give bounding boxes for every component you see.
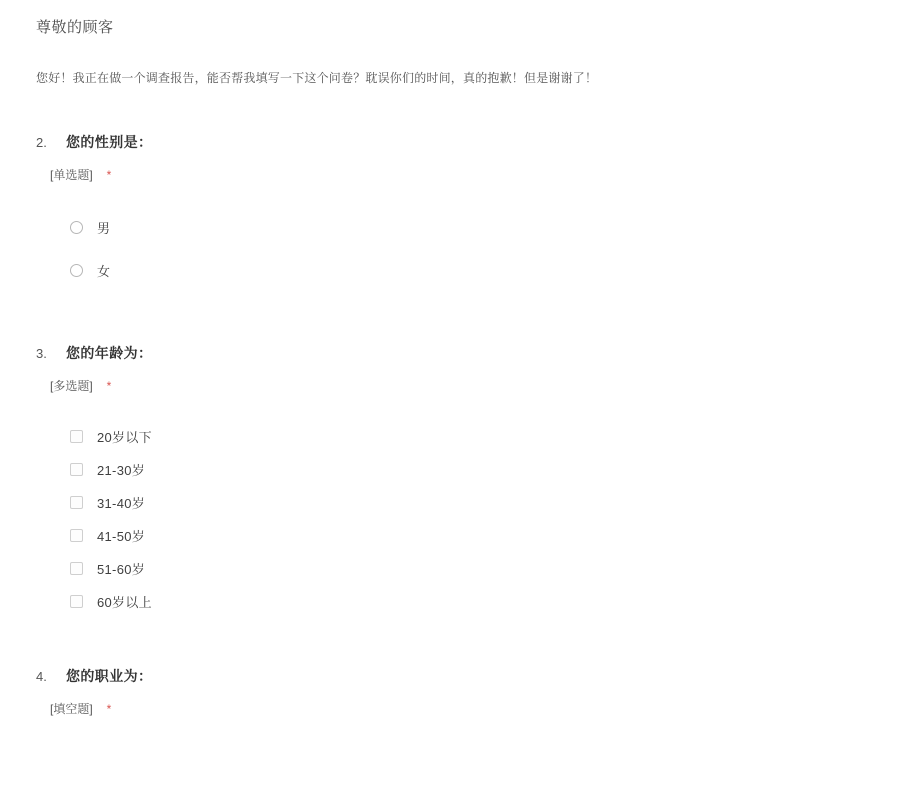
option-list-age <box>36 394 864 613</box>
option-label: 51-60岁 <box>97 561 146 577</box>
option-label: 31-40岁 <box>97 495 146 511</box>
radio-button-icon[interactable] <box>70 264 83 277</box>
required-asterisk: * <box>106 701 112 716</box>
option-item[interactable] <box>70 213 864 241</box>
question-title: 您的职业为： <box>66 668 153 685</box>
checkbox-icon[interactable] <box>70 562 83 575</box>
checkbox-icon[interactable] <box>70 595 83 608</box>
checkbox-icon[interactable] <box>70 430 83 443</box>
option-label: 女 <box>97 263 111 279</box>
option-item[interactable] <box>70 256 864 284</box>
question-header <box>36 666 864 686</box>
option-label: 41-50岁 <box>97 528 146 544</box>
option-item[interactable] <box>70 424 864 448</box>
question-meta <box>36 152 864 183</box>
required-asterisk: * <box>106 167 112 182</box>
question-block-gender <box>36 88 864 284</box>
question-block-occupation <box>36 622 864 717</box>
question-title: 您的年龄为： <box>66 345 153 362</box>
question-number: 2. <box>36 135 47 151</box>
question-meta <box>36 686 864 717</box>
question-type-label: [单选题] <box>50 168 93 183</box>
option-label: 60岁以上 <box>97 594 152 610</box>
option-item[interactable] <box>70 490 864 514</box>
option-item[interactable] <box>70 556 864 580</box>
question-type-label: [填空题] <box>50 702 93 717</box>
question-block-age <box>36 299 864 613</box>
question-header <box>36 343 864 363</box>
question-number: 4. <box>36 669 47 685</box>
radio-button-icon[interactable] <box>70 221 83 234</box>
question-title: 您的性别是： <box>66 134 153 151</box>
option-item[interactable] <box>70 589 864 613</box>
required-asterisk: * <box>106 378 112 393</box>
question-header <box>36 132 864 152</box>
checkbox-icon[interactable] <box>70 496 83 509</box>
option-item[interactable] <box>70 523 864 547</box>
checkbox-icon[interactable] <box>70 463 83 476</box>
question-meta <box>36 363 864 394</box>
question-number: 3. <box>36 346 47 362</box>
checkbox-icon[interactable] <box>70 529 83 542</box>
question-type-label: [多选题] <box>50 379 93 394</box>
option-label: 20岁以下 <box>97 429 152 445</box>
option-label: 21-30岁 <box>97 462 146 478</box>
option-label: 男 <box>97 220 111 236</box>
option-item[interactable] <box>70 457 864 481</box>
page-title: 尊敬的顾客 <box>36 19 114 36</box>
option-list-gender <box>36 183 864 284</box>
survey-intro-text: 您好！我正在做一个调查报告，能否帮我填写一下这个问卷？耽误你们的时间，真的抱歉！但是谢谢了！ <box>36 71 598 85</box>
